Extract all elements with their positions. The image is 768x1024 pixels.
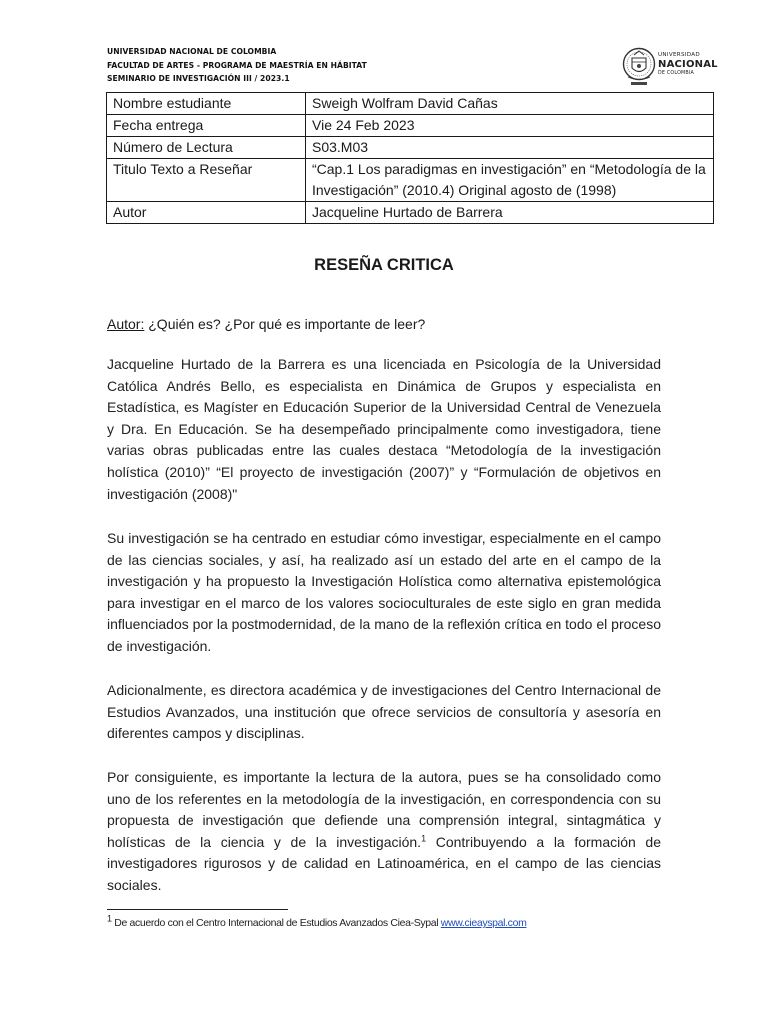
logo-wordmark bbox=[658, 51, 718, 77]
paragraph-directorship: Adicionalmente, es directora académica y de investigaciones del Centro Internacional de Estudios Avanzados, una institución que ofrece servicios de consultoría y asesoría en diferentes campos y disciplinas. bbox=[107, 682, 661, 742]
row-value: Vie 24 Feb 2023 bbox=[306, 115, 714, 137]
table-row bbox=[107, 159, 714, 202]
footnote-text: De acuerdo con el Centro Internacional de Estudios Avanzados Ciea-Sypal bbox=[111, 917, 441, 929]
logo-line-3: DE COLOMBIA bbox=[658, 71, 694, 76]
row-value: S03.M03 bbox=[306, 137, 714, 159]
seminar-name: SEMINARIO DE INVESTIGACIÓN III / 2023.1 bbox=[107, 74, 290, 83]
paragraph-importance-part-2: Contribuyendo a la formación de investigadores rigurosos y de calidad en Latinoamérica, en el campo de las ciencias sociales. bbox=[107, 833, 661, 893]
document-header bbox=[107, 45, 587, 86]
university-seal-icon bbox=[622, 44, 656, 88]
footnote-reference[interactable]: 1 bbox=[421, 833, 427, 844]
row-label: Autor bbox=[107, 202, 306, 224]
logo-line-2: NACIONAL bbox=[658, 59, 718, 70]
university-logo bbox=[622, 44, 718, 88]
faculty-program: FACULTAD DE ARTES - PROGRAMA DE MAESTRÍA EN HÁBITAT bbox=[107, 60, 367, 70]
table-row bbox=[107, 202, 714, 224]
university-name: UNIVERSIDAD NACIONAL DE COLOMBIA bbox=[107, 47, 277, 56]
table-row bbox=[107, 137, 714, 159]
row-label: Titulo Texto a Reseñar bbox=[107, 159, 306, 202]
logo-line-1: UNIVERSIDAD bbox=[658, 52, 701, 58]
autor-label: Autor: bbox=[107, 316, 145, 332]
table-row bbox=[107, 93, 714, 115]
autor-question: ¿Quién es? ¿Por qué es importante de leer? bbox=[144, 316, 426, 332]
autor-heading bbox=[107, 314, 425, 335]
row-value: “Cap.1 Los paradigmas en investigación” en “Metodología de la Investigación” (2010.4) Original agosto de (1998) bbox=[306, 159, 714, 202]
row-label: Fecha entrega bbox=[107, 115, 306, 137]
page-title: RESEÑA CRITICA bbox=[314, 256, 454, 274]
table-row bbox=[107, 115, 714, 137]
paragraph-biography: Jacqueline Hurtado de la Barrera es una licenciada en Psicología de la Universidad Católica Andrés Bello, es especialista en Dinámica de Grupos y especialista en Estadística, es Magíster en Educación Superior de la Universidad Central de Venezuela y Dra. En Educación. Se ha desempeñado principalmente como investigadora, tiene varias obras publicadas entre las cuales destaca “Metodología de la investigación holística (2010)” “El proyecto de investigación (2007)” y “Formulación de objetivos en investigación (2008)" bbox=[107, 356, 661, 502]
row-value: Jacqueline Hurtado de Barrera bbox=[306, 202, 714, 224]
row-value: Sweigh Wolfram David Cañas bbox=[306, 93, 714, 115]
row-label: Número de Lectura bbox=[107, 137, 306, 159]
footnote-mark: 1 bbox=[107, 913, 112, 924]
footnote-link[interactable]: www.cieayspal.com bbox=[440, 917, 527, 929]
student-info-table bbox=[106, 92, 714, 224]
footnote bbox=[107, 913, 527, 929]
paragraph-importance-part-1: Por consiguiente, es importante la lectura de la autora, pues se ha consolidado como uno de los referentes en la metodología de la investigación, en correspondencia con su propuesta de investigación que defiende una comprensión integral, sintagmática y holísticas de la ciencia y de la investigación. bbox=[107, 769, 661, 850]
row-label: Nombre estudiante bbox=[107, 93, 306, 115]
paragraph-research: Su investigación se ha centrado en estudiar cómo investigar, especialmente en el campo de las ciencias sociales, y así, ha realizado así un estado del arte en el campo de la investigación y ha propuesto la Investigación Holística como alternativa epistemológica para investigar en el marco de los valores socioculturales de este siglo en gran medida influenciados por la postmodernidad, de la mano de la reflexión crítica en todo el proceso de investigación. bbox=[107, 530, 661, 654]
paragraph-importance bbox=[107, 767, 661, 897]
footnote-divider bbox=[107, 909, 288, 910]
